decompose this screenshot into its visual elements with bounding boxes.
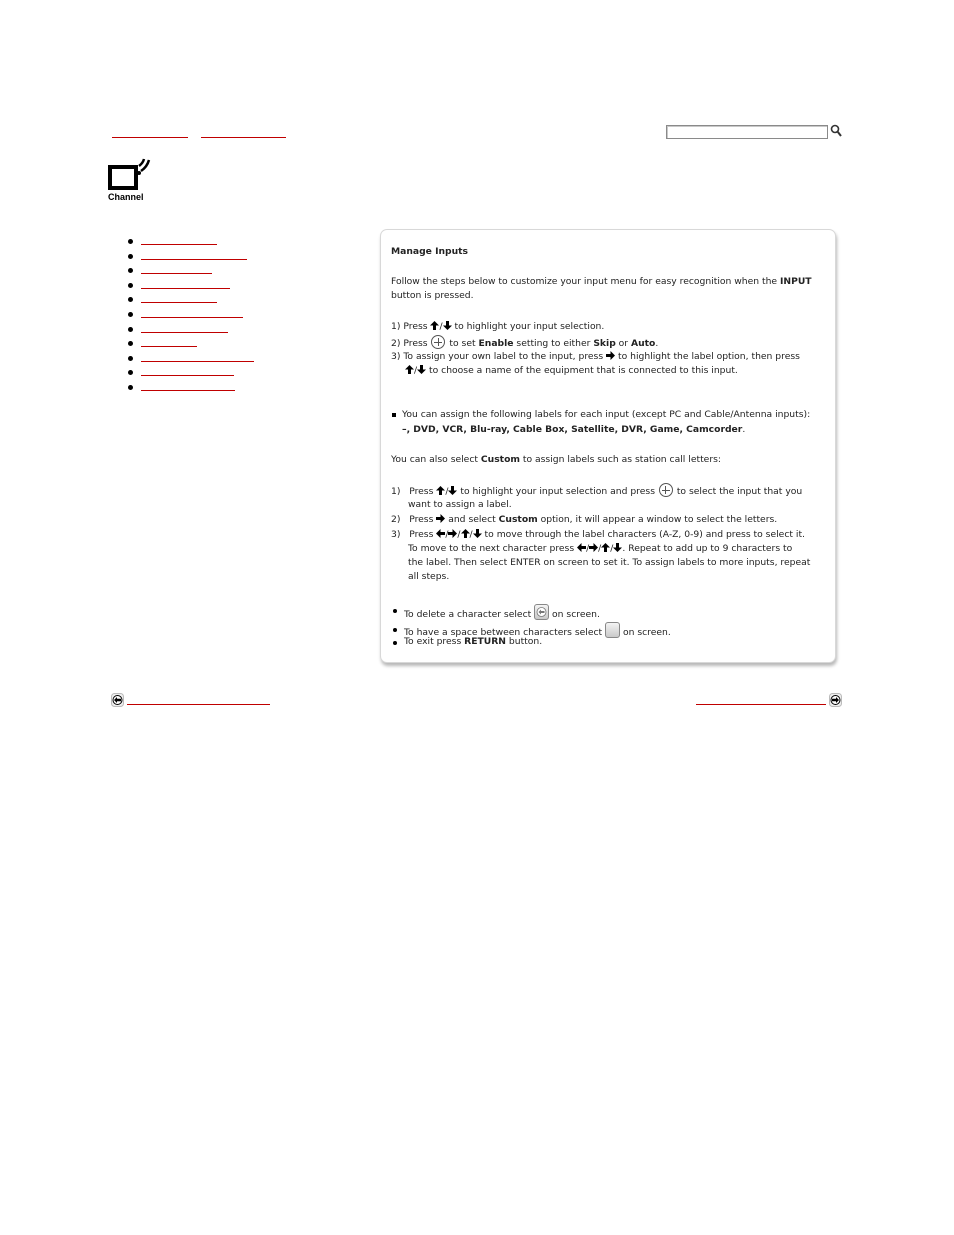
bullet bbox=[128, 356, 133, 361]
nav-link[interactable] bbox=[141, 244, 217, 245]
step-3-cont: / to choose a name of the equipment that is connected to this input. bbox=[405, 364, 738, 379]
bullet bbox=[393, 628, 397, 632]
content-panel bbox=[380, 229, 836, 663]
bullet-delete: To delete a character select on screen. bbox=[404, 604, 600, 623]
custom-step-3: 3) Press / / / to move through the label characters (A-Z, 0-9) and press to select it. bbox=[391, 529, 805, 540]
right-arrow-icon bbox=[589, 543, 598, 552]
custom-step-1-cont: want to assign a label. bbox=[408, 499, 512, 510]
custom-step-1: 1) Press / to highlight your input selection and press to select the input that you bbox=[391, 483, 802, 500]
breadcrumb-link-1[interactable] bbox=[112, 135, 188, 138]
up-arrow-icon bbox=[430, 321, 439, 330]
up-arrow-icon bbox=[405, 365, 414, 374]
tv-channel-icon bbox=[108, 157, 152, 193]
panel-title: Manage Inputs bbox=[391, 246, 469, 257]
breadcrumb-link-2[interactable] bbox=[201, 135, 286, 138]
up-arrow-icon bbox=[436, 486, 445, 495]
right-arrow-icon bbox=[436, 514, 445, 523]
step-1: 1) Press / to highlight your input selection. bbox=[391, 321, 605, 332]
prev-arrow-icon[interactable] bbox=[111, 693, 124, 707]
step-3: 3) To assign your own label to the input, press to highlight the label option, then press bbox=[391, 351, 800, 362]
down-arrow-icon bbox=[443, 321, 452, 330]
nav-link[interactable] bbox=[141, 317, 243, 318]
note-labels: –, DVD, VCR, Blu-ray, Cable Box, Satellite, DVR, Game, Camcorder. bbox=[402, 424, 746, 435]
nav-link[interactable] bbox=[141, 375, 234, 376]
section-label: Channel bbox=[108, 192, 144, 202]
left-arrow-icon bbox=[436, 529, 445, 538]
backspace-key-icon bbox=[534, 604, 549, 620]
next-arrow-icon[interactable] bbox=[829, 693, 842, 707]
bullet bbox=[128, 327, 133, 332]
bullet bbox=[128, 312, 133, 317]
bullet bbox=[393, 641, 397, 645]
bullet bbox=[128, 268, 133, 273]
search-icon[interactable] bbox=[830, 124, 842, 138]
nav-link[interactable] bbox=[141, 259, 247, 260]
bullet-exit: To exit press RETURN button. bbox=[404, 636, 543, 647]
bullet bbox=[393, 609, 397, 613]
bullet bbox=[128, 283, 133, 288]
down-arrow-icon bbox=[473, 529, 482, 538]
bullet bbox=[128, 341, 133, 346]
nav-link[interactable] bbox=[141, 288, 230, 289]
intro-text: Follow the steps below to customize your input menu for easy recognition when the INPUT bbox=[391, 276, 812, 287]
space-key-icon bbox=[605, 622, 620, 638]
bullet bbox=[128, 254, 133, 259]
bullet bbox=[128, 239, 133, 244]
prev-page-link[interactable] bbox=[127, 704, 270, 705]
custom-step-3-cont2: the label. Then select ENTER on screen to set it. To assign labels to more inputs, repeat bbox=[408, 557, 811, 568]
up-arrow-icon bbox=[601, 543, 610, 552]
nav-link[interactable] bbox=[141, 273, 212, 274]
intro-text-cont: button is pressed. bbox=[391, 290, 474, 301]
nav-link[interactable] bbox=[141, 361, 254, 362]
next-page-link[interactable] bbox=[696, 704, 826, 705]
up-arrow-icon bbox=[461, 529, 470, 538]
custom-step-3-cont: To move to the next character press / / / . Repeat to add up to 9 characters to bbox=[408, 543, 793, 554]
nav-link[interactable] bbox=[141, 332, 228, 333]
down-arrow-icon bbox=[417, 365, 426, 374]
left-arrow-icon bbox=[577, 543, 586, 552]
bullet-space: To have a space between characters select on screen. bbox=[404, 622, 671, 641]
bullet bbox=[128, 370, 133, 375]
enter-button-icon bbox=[431, 335, 445, 349]
nav-link[interactable] bbox=[141, 346, 197, 347]
nav-link[interactable] bbox=[141, 302, 217, 303]
step-2: 2) Press to set Enable setting to either Skip or Auto. bbox=[391, 335, 658, 352]
custom-step-3-cont3: all steps. bbox=[408, 571, 450, 582]
enter-button-icon bbox=[659, 483, 673, 497]
bullet bbox=[128, 297, 133, 302]
custom-intro: You can also select Custom to assign labels such as station call letters: bbox=[391, 454, 721, 465]
custom-step-2: 2) Press and select Custom option, it will appear a window to select the letters. bbox=[391, 514, 778, 525]
note-text: You can assign the following labels for each input (except PC and Cable/Antenna inputs): bbox=[402, 409, 811, 420]
right-arrow-icon bbox=[448, 529, 457, 538]
bullet bbox=[128, 385, 133, 390]
right-arrow-icon bbox=[606, 351, 615, 360]
nav-link[interactable] bbox=[141, 390, 235, 391]
search-input[interactable] bbox=[666, 125, 828, 139]
bullet bbox=[392, 413, 396, 417]
